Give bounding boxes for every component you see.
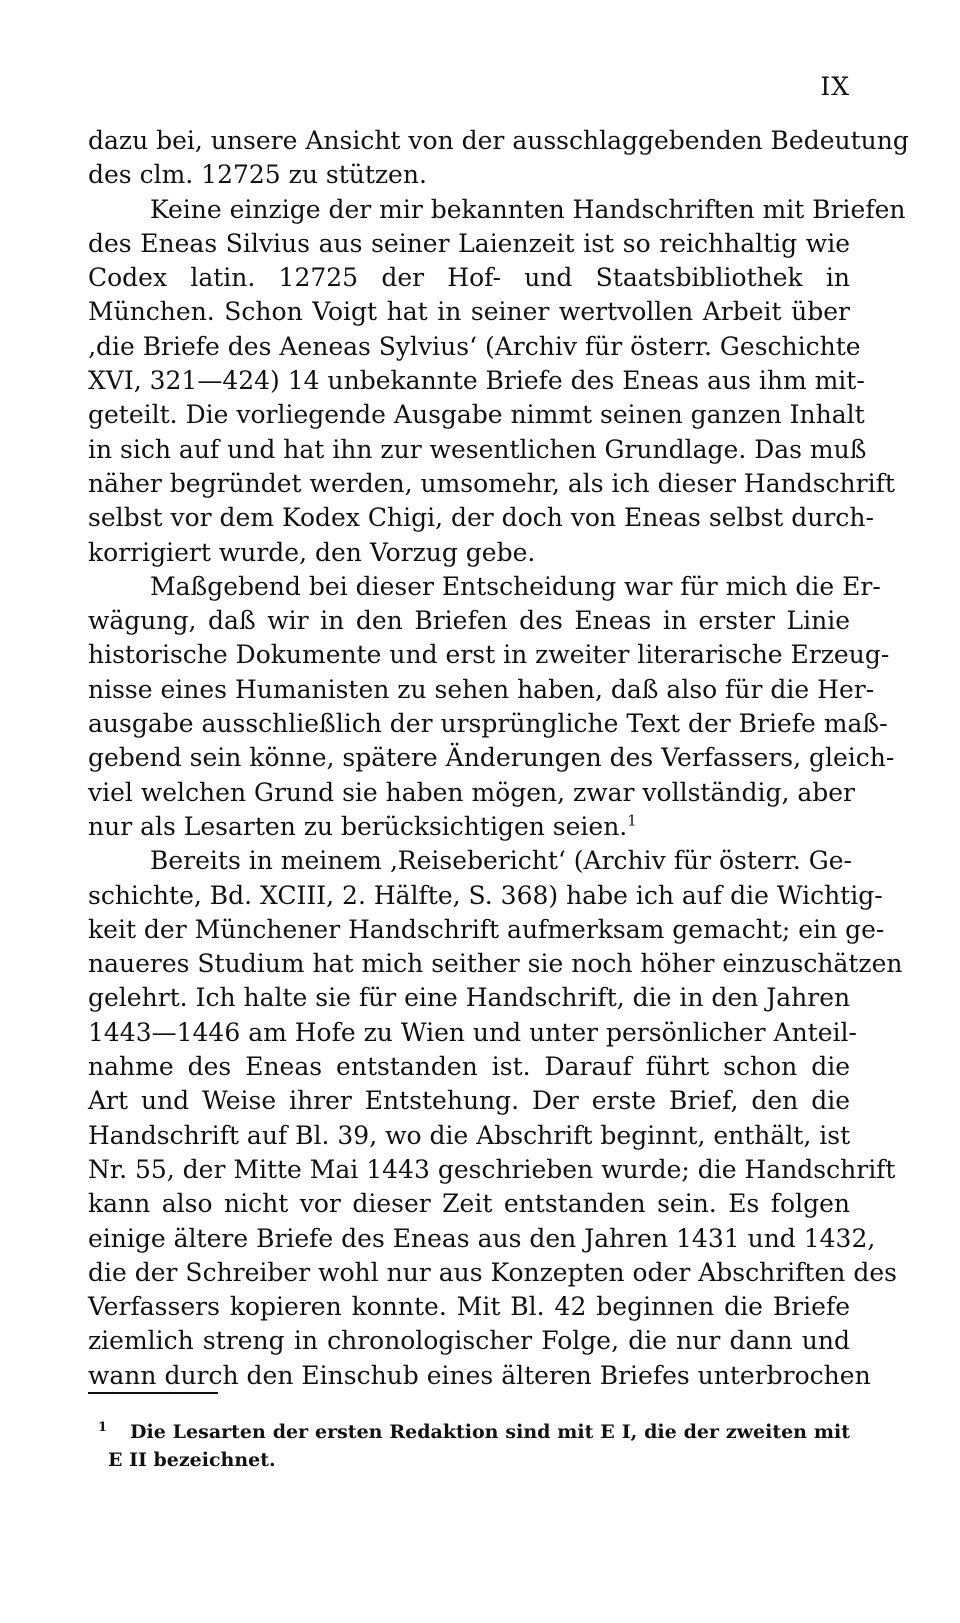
body-line — [88, 261, 850, 295]
body-line-text: keit der Münchener Handschrift aufmerksam gemacht; ein ge- — [88, 914, 885, 944]
body-line-text: in sich auf und hat ihn zur wesentlichen Grundlage. Das muß — [88, 434, 867, 464]
body-line-text: die der Schreiber wohl nur aus Konzepten oder Abschriften des — [88, 1257, 897, 1287]
body-line — [88, 810, 850, 844]
body-line-text: schichte, Bd. XCIII, 2. Hälfte, S. 368) habe ich auf die Wichtig- — [88, 880, 883, 910]
body-line-text: nahme des Eneas entstanden ist. Darauf führt schon die — [88, 1052, 850, 1082]
body-line — [88, 295, 850, 329]
body-line-text: XVI, 321—424) 14 unbekannte Briefe des Eneas aus ihm mit- — [88, 366, 865, 396]
body-line-text: Handschrift auf Bl. 39, wo die Abschrift beginnt, enthält, ist — [88, 1120, 851, 1150]
body-line-text: dazu bei, unsere Ansicht von der ausschlaggebenden Bedeutung — [88, 126, 909, 155]
footnote-reference: 1 — [627, 811, 637, 830]
body-line — [88, 1290, 850, 1324]
body-line — [88, 158, 850, 192]
body-line-text: des Eneas Silvius aus seiner Laienzeit ist so reichhaltig wie — [88, 228, 850, 258]
body-line — [88, 1222, 876, 1256]
body-line — [88, 501, 874, 535]
body-line-text: 1443—1446 am Hofe zu Wien und unter persönlicher Anteil- — [88, 1017, 857, 1047]
body-line-text: näher begründet werden, umsomehr, als ich dieser Handschrift — [88, 468, 895, 498]
body-line — [88, 879, 883, 913]
body-line-text: wann durch den Einschub eines älteren Briefes unterbrochen — [88, 1360, 871, 1390]
body-line — [88, 536, 850, 570]
body-line — [88, 844, 850, 878]
body-line-text: selbst vor dem Kodex Chigi, der doch von Eneas selbst durch- — [88, 503, 874, 533]
body-line-text: naueres Studium hat mich seither sie noch höher einzuschätzen — [88, 949, 903, 979]
footnote-rule — [88, 1392, 218, 1394]
body-line — [88, 1256, 897, 1290]
body-line — [88, 433, 867, 467]
body-line — [88, 947, 903, 981]
body-line-text: nur als Lesarten zu berücksichtigen seien. — [88, 811, 628, 841]
body-line-text: korrigiert wurde, den Vorzug gebe. — [88, 537, 536, 567]
body-line — [88, 741, 895, 775]
body-line — [88, 398, 865, 432]
footnote-line: E II bezeichnet. — [108, 1449, 276, 1471]
body-line — [88, 364, 865, 398]
body-line-text: Keine einzige der mir bekannten Handschriften mit Briefen — [150, 194, 906, 224]
body-line — [88, 467, 895, 501]
footnote-line: Die Lesarten der ersten Redaktion sind mit E I, die der zweiten mit — [130, 1421, 850, 1443]
body-line — [88, 1084, 850, 1118]
body-line — [88, 638, 890, 672]
body-line-text: Nr. 55, der Mitte Mai 1443 geschrieben wurde; die Handschrift — [88, 1154, 896, 1184]
body-line-text: Maßgebend bei dieser Entscheidung war für mich die Er- — [150, 571, 881, 601]
body-line-text: ‚die Briefe des Aeneas Sylvius‘ (Archiv für österr. Geschichte — [88, 331, 861, 361]
body-line — [88, 1324, 850, 1358]
body-line-text: Verfassers kopieren konnte. Mit Bl. 42 beginnen die Briefe — [88, 1292, 850, 1322]
body-text — [88, 124, 909, 1393]
body-line — [88, 1050, 850, 1084]
body-line-text: Codex latin. 12725 der Hof- und Staatsbibliothek in — [88, 263, 850, 293]
body-line — [88, 330, 861, 364]
body-line-text: gebend sein könne, spätere Änderungen des Verfassers, gleich- — [88, 743, 895, 773]
body-line — [88, 193, 906, 227]
body-line-text: nisse eines Humanisten zu sehen haben, daß also für die Her- — [88, 674, 875, 704]
body-line-text: geteilt. Die vorliegende Ausgabe nimmt seinen ganzen Inhalt — [88, 400, 865, 430]
body-line-text: historische Dokumente und erst in zweiter literarische Erzeug- — [88, 640, 890, 670]
body-line-text: ziemlich streng in chronologischer Folge, die nur dann und — [88, 1326, 850, 1356]
body-line — [88, 124, 909, 158]
body-line — [88, 1016, 857, 1050]
body-line-text: einige ältere Briefe des Eneas aus den Jahren 1431 und 1432, — [88, 1223, 876, 1253]
body-line — [88, 1187, 850, 1221]
body-line — [88, 776, 856, 810]
body-line — [88, 1153, 896, 1187]
body-line-text: München. Schon Voigt hat in seiner wertvollen Arbeit über — [88, 297, 850, 327]
body-line — [88, 1359, 871, 1393]
body-line-text: Bereits in meinem ‚Reisebericht‘ (Archiv für österr. Ge- — [150, 846, 852, 876]
page-number: IX — [820, 72, 850, 101]
body-line-text: gelehrt. Ich halte sie für eine Handschrift, die in den Jahren — [88, 983, 851, 1013]
body-line — [88, 673, 875, 707]
body-line — [88, 227, 850, 261]
body-line-text: kann also nicht vor dieser Zeit entstanden sein. Es folgen — [88, 1189, 850, 1219]
body-line-text: des clm. 12725 zu stützen. — [88, 160, 427, 190]
body-line — [88, 570, 881, 604]
body-line — [88, 604, 850, 638]
body-line-text: viel welchen Grund sie haben mögen, zwar vollständig, aber — [88, 777, 856, 807]
body-line — [88, 981, 850, 1015]
body-line — [88, 707, 888, 741]
body-line — [88, 913, 885, 947]
body-line — [88, 1119, 850, 1153]
body-line-text: Art und Weise ihrer Entstehung. Der erste Brief, den die — [88, 1086, 850, 1116]
footnote-mark: 1 — [98, 1420, 108, 1435]
body-line-text: wägung, daß wir in den Briefen des Eneas in erster Linie — [88, 606, 850, 636]
body-line-text: ausgabe ausschließlich der ursprüngliche Text der Briefe maß- — [88, 709, 888, 739]
footnote — [98, 1418, 850, 1474]
